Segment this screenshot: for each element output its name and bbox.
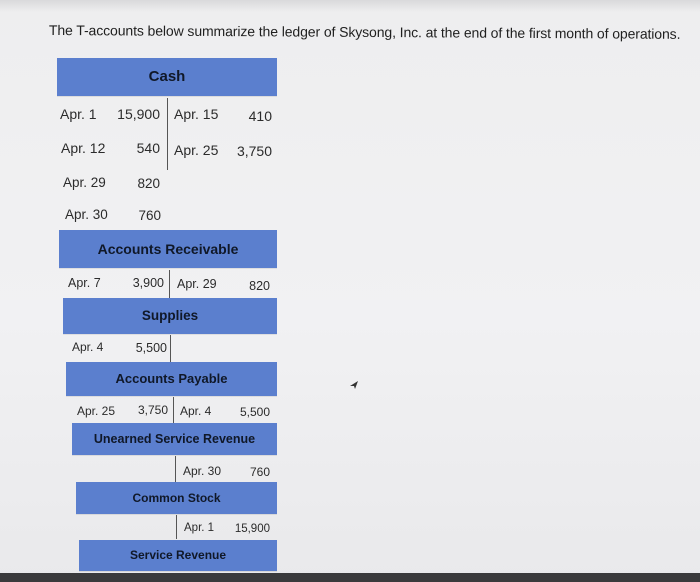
account-title: Unearned Service Revenue xyxy=(93,432,256,446)
credit-date: Apr. 1 xyxy=(184,522,215,534)
account-header-unearned-service-revenue xyxy=(72,423,277,455)
debit-amount: 3,750 xyxy=(137,403,168,417)
top-edge-shadow xyxy=(0,0,700,12)
t-divider xyxy=(175,456,176,482)
credit-date: Apr. 4 xyxy=(180,404,212,418)
t-divider xyxy=(167,98,168,170)
intro-text: The T-accounts below summarize the ledger of Skysong, Inc. at the end of the first month of operations. xyxy=(48,22,681,42)
mouse-cursor-icon xyxy=(349,380,359,390)
debit-amount: 820 xyxy=(137,176,160,191)
credit-amount: 760 xyxy=(249,465,270,479)
account-header-accounts-receivable xyxy=(59,230,277,268)
account-title: Cash xyxy=(148,68,186,85)
debit-date: Apr. 30 xyxy=(65,207,108,222)
credit-date: Apr. 29 xyxy=(177,277,217,291)
debit-amount: 3,900 xyxy=(132,276,164,290)
account-title: Accounts Receivable xyxy=(97,241,239,257)
account-header-accounts-payable xyxy=(66,362,277,396)
credit-amount: 410 xyxy=(248,108,272,124)
bottom-edge xyxy=(0,573,700,582)
debit-date: Apr. 25 xyxy=(77,404,116,418)
debit-date: Apr. 7 xyxy=(68,276,101,290)
debit-amount: 5,500 xyxy=(135,341,167,355)
credit-amount: 15,900 xyxy=(234,523,270,535)
credit-date: Apr. 25 xyxy=(174,142,219,158)
debit-amount: 760 xyxy=(138,208,161,223)
credit-amount: 3,750 xyxy=(236,143,272,159)
account-header-service-revenue xyxy=(79,540,277,571)
debit-amount: 15,900 xyxy=(117,106,160,122)
credit-date: Apr. 15 xyxy=(174,106,219,122)
account-title: Accounts Payable xyxy=(115,371,228,386)
debit-date: Apr. 1 xyxy=(60,106,97,122)
debit-date: Apr. 4 xyxy=(72,340,104,354)
account-title: Supplies xyxy=(141,308,199,323)
account-header-supplies xyxy=(63,298,277,334)
debit-date: Apr. 29 xyxy=(63,175,106,190)
debit-amount: 540 xyxy=(136,140,160,156)
account-title: Common Stock xyxy=(132,491,221,505)
credit-date: Apr. 30 xyxy=(183,464,222,478)
account-title: Service Revenue xyxy=(129,548,227,562)
t-divider xyxy=(176,515,177,539)
credit-amount: 820 xyxy=(249,279,270,293)
account-header-cash xyxy=(57,58,277,96)
t-divider xyxy=(170,335,171,363)
debit-date: Apr. 12 xyxy=(61,140,106,156)
t-divider xyxy=(173,397,174,423)
credit-amount: 5,500 xyxy=(239,405,270,419)
t-divider xyxy=(169,270,170,298)
account-header-common-stock xyxy=(76,482,277,514)
